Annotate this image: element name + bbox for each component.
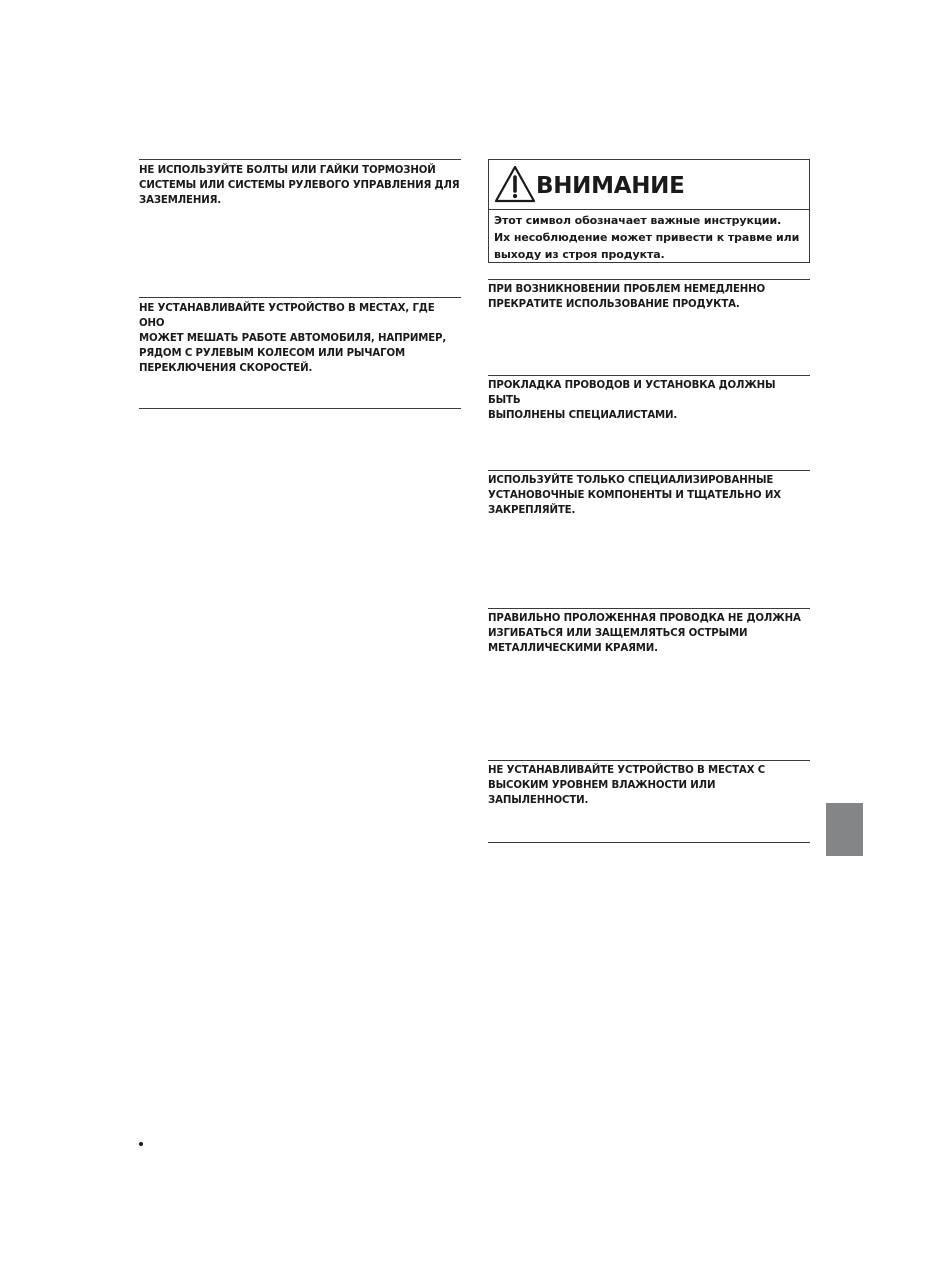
right-notice-5-text: НЕ УСТАНАВЛИВАЙТЕ УСТРОЙСТВО В МЕСТАХ С ВЫСОКИМ УРОВНЕМ ВЛАЖНОСТИ ИЛИ ЗАПЫЛЕННОСТИ.: [488, 765, 766, 806]
caution-title: ВНИМАНИЕ: [536, 173, 685, 199]
section-side-tab: [826, 803, 863, 856]
right-notice-3-top-rule: [488, 470, 810, 471]
right-notice-1-top-rule: [488, 279, 810, 280]
caution-header: [489, 160, 809, 210]
right-notice-4-text: ПРАВИЛЬНО ПРОЛОЖЕННАЯ ПРОВОДКА НЕ ДОЛЖНА ИЗГИБАТЬСЯ ИЛИ ЗАЩЕМЛЯТЬСЯ ОСТРЫМИ МЕТАЛЛИЧЕСКИМИ КРАЯМИ.: [488, 613, 801, 654]
left-notice-2-top-rule: [139, 297, 461, 298]
caution-description: Этот символ обозначает важные инструкции. Их несоблюдение может привести к травме или выходу из строя продукта.: [494, 214, 800, 261]
right-notice-2-text: ПРОКЛАДКА ПРОВОДОВ И УСТАНОВКА ДОЛЖНЫ БЫТЬ ВЫПОЛНЕНЫ СПЕЦИАЛИСТАМИ.: [488, 380, 776, 421]
warning-triangle-icon: [494, 165, 536, 203]
caution-box: [488, 159, 810, 263]
left-notice-1-top-rule: [139, 159, 461, 160]
right-notice-3-text: ИСПОЛЬЗУЙТЕ ТОЛЬКО СПЕЦИАЛИЗИРОВАННЫЕ УСТАНОВОЧНЫЕ КОМПОНЕНТЫ И ТЩАТЕЛЬНО ИХ ЗАКРЕПЛЯЙТЕ.: [488, 475, 781, 516]
right-notice-4-top-rule: [488, 608, 810, 609]
left-notice-2-text: НЕ УСТАНАВЛИВАЙТЕ УСТРОЙСТВО В МЕСТАХ, ГДЕ ОНО МОЖЕТ МЕШАТЬ РАБОТЕ АВТОМОБИЛЯ, НАПРИМЕР, РЯДОМ С РУЛЕВЫМ КОЛЕСОМ ИЛИ РЫЧАГОМ ПЕРЕКЛЮЧЕНИЯ СКОРОСТЕЙ.: [139, 303, 447, 374]
left-column-end-rule: [139, 408, 461, 409]
right-notice-1-text: ПРИ ВОЗНИКНОВЕНИИ ПРОБЛЕМ НЕМЕДЛЕННО ПРЕКРАТИТЕ ИСПОЛЬЗОВАНИЕ ПРОДУКТА.: [488, 284, 766, 310]
right-column-end-rule: [488, 842, 810, 843]
right-notice-5-top-rule: [488, 760, 810, 761]
left-notice-1-text: НЕ ИСПОЛЬЗУЙТЕ БОЛТЫ ИЛИ ГАЙКИ ТОРМОЗНОЙ СИСТЕМЫ ИЛИ СИСТЕМЫ РУЛЕВОГО УПРАВЛЕНИЯ ДЛЯ ЗАЗЕМЛЕНИЯ.: [139, 165, 460, 206]
bullet-dot: [139, 1142, 143, 1146]
right-notice-2-top-rule: [488, 375, 810, 376]
